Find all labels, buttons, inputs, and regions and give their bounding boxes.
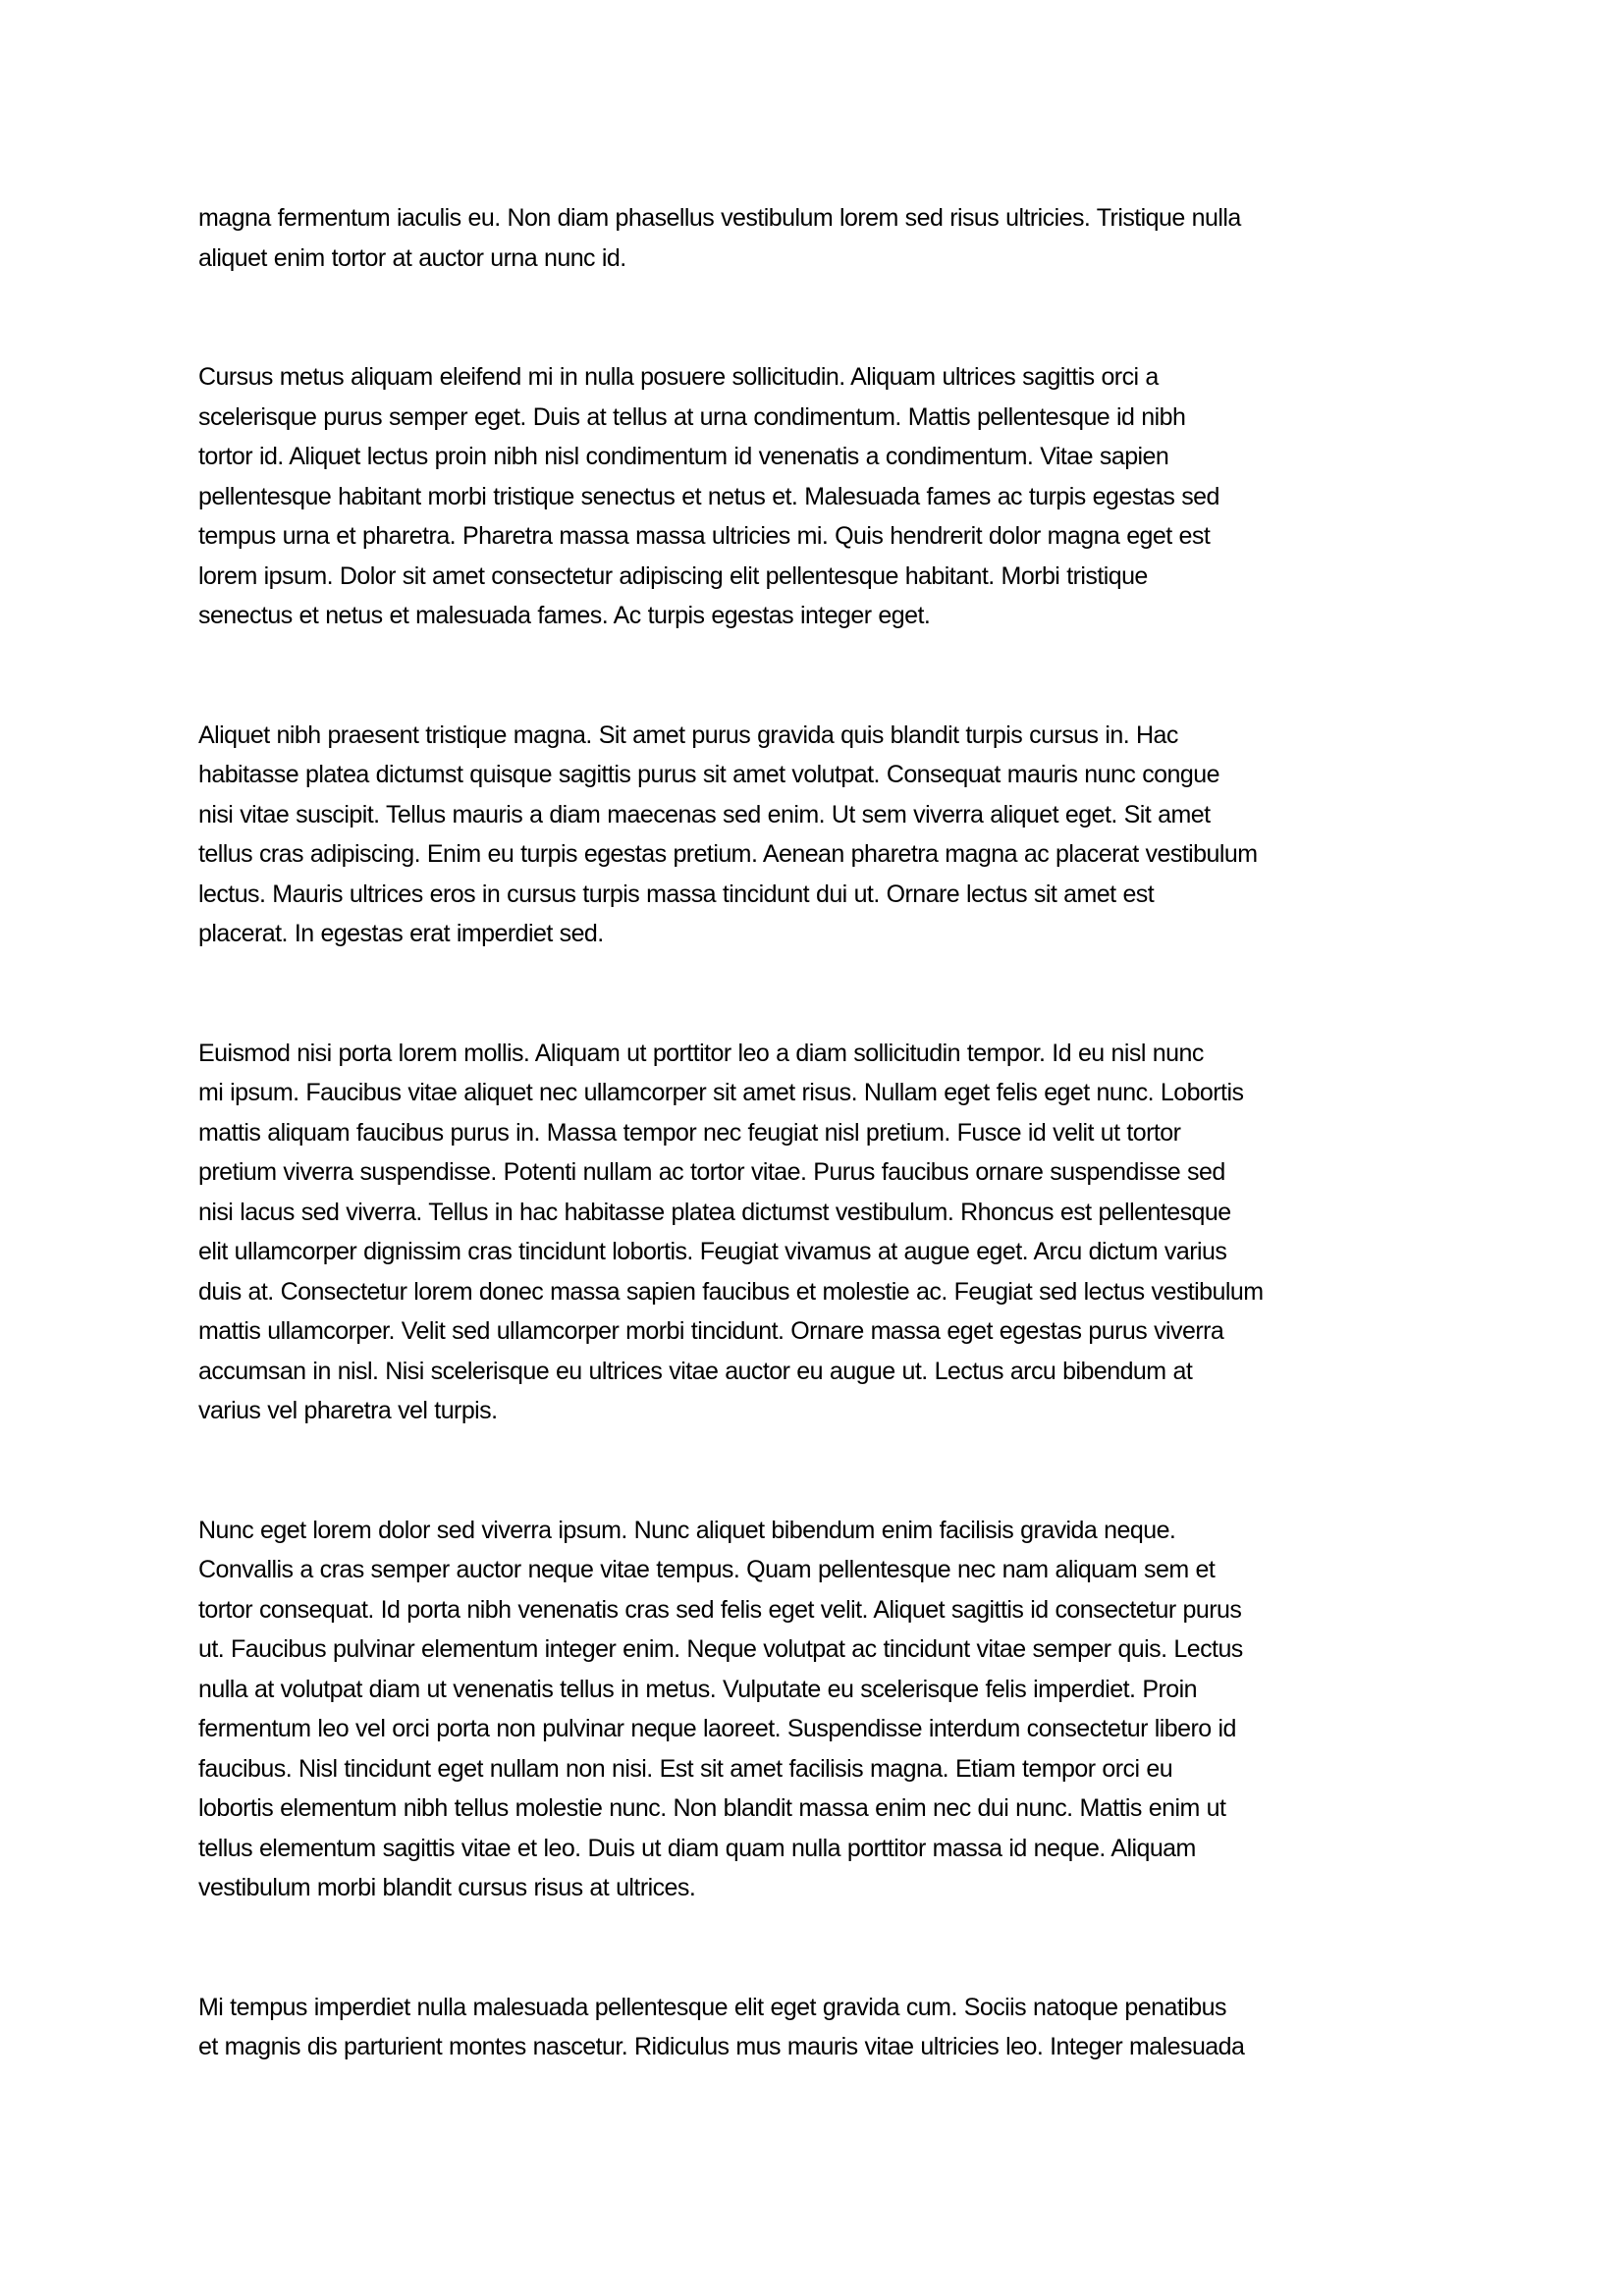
text-line: magna fermentum iaculis eu. Non diam phasellus vestibulum lorem sed risus ultricies. Tristique nulla [198, 204, 1241, 232]
text-line: tortor consequat. Id porta nibh venenatis cras sed felis eget velit. Aliquet sagittis id consectetur purus [198, 1595, 1242, 1624]
text-line: Mi tempus imperdiet nulla malesuada pellentesque elit eget gravida cum. Sociis natoque penatibus [198, 1993, 1226, 2021]
text-line: pretium viverra suspendisse. Potenti nullam ac tortor vitae. Purus faucibus ornare suspendisse sed [198, 1158, 1225, 1186]
text-line: habitasse platea dictumst quisque sagittis purus sit amet volutpat. Consequat mauris nunc congue [198, 761, 1219, 788]
paragraph-6 [198, 1988, 1440, 2067]
text-line: nisi vitae suscipit. Tellus mauris a diam maecenas sed enim. Ut sem viverra aliquet eget. Sit amet [198, 800, 1211, 828]
text-line: duis at. Consectetur lorem donec massa sapien faucibus et molestie ac. Feugiat sed lectus vestibulum [198, 1277, 1264, 1306]
text-line: pellentesque habitant morbi tristique senectus et netus et. Malesuada fames ac turpis egestas sed [198, 482, 1219, 510]
paragraph-5 [198, 1511, 1440, 1908]
text-line: Convallis a cras semper auctor neque vitae tempus. Quam pellentesque nec nam aliquam sem et [198, 1556, 1216, 1583]
text-line: tempus urna et pharetra. Pharetra massa massa ultricies mi. Quis hendrerit dolor magna eget est [198, 522, 1211, 550]
paragraph-4 [198, 1034, 1440, 1431]
text-line: Euismod nisi porta lorem mollis. Aliquam ut porttitor leo a diam sollicitudin tempor. Id eu nisl nunc [198, 1039, 1204, 1067]
text-line: mattis ullamcorper. Velit sed ullamcorper morbi tincidunt. Ornare massa eget egestas purus viverra [198, 1317, 1224, 1345]
text-line: ut. Faucibus pulvinar elementum integer enim. Neque volutpat ac tincidunt vitae semper quis. Lectus [198, 1635, 1243, 1663]
text-line: Cursus metus aliquam eleifend mi in nulla posuere sollicitudin. Aliquam ultrices sagittis orci a [198, 363, 1159, 391]
text-line: lorem ipsum. Dolor sit amet consectetur adipiscing elit pellentesque habitant. Morbi tristique [198, 561, 1148, 590]
text-line: elit ullamcorper dignissim cras tincidunt lobortis. Feugiat vivamus at augue eget. Arcu dictum varius [198, 1238, 1227, 1265]
text-line: varius vel pharetra vel turpis. [198, 1397, 498, 1424]
text-line: fermentum leo vel orci porta non pulvinar neque laoreet. Suspendisse interdum consectetur libero id [198, 1715, 1236, 1742]
text-line: accumsan in nisl. Nisi scelerisque eu ultrices vitae auctor eu augue ut. Lectus arcu bibendum at [198, 1357, 1193, 1385]
text-line: scelerisque purus semper eget. Duis at tellus at urna condimentum. Mattis pellentesque id nibh [198, 402, 1186, 431]
text-line: mattis aliquam faucibus purus in. Massa tempor nec feugiat nisl pretium. Fusce id velit ut tortor [198, 1118, 1181, 1147]
paragraph-3 [198, 716, 1440, 954]
text-line: nisi lacus sed viverra. Tellus in hac habitasse platea dictumst vestibulum. Rhoncus est pellentesque [198, 1198, 1231, 1226]
text-line: aliquet enim tortor at auctor urna nunc id. [198, 243, 626, 272]
text-line: placerat. In egestas erat imperdiet sed. [198, 920, 604, 947]
text-line: faucibus. Nisl tincidunt eget nullam non nisi. Est sit amet facilisis magna. Etiam tempor orci eu [198, 1754, 1173, 1783]
text-line: lobortis elementum nibh tellus molestie nunc. Non blandit massa enim nec dui nunc. Mattis enim ut [198, 1794, 1226, 1822]
text-line: Nunc eget lorem dolor sed viverra ipsum. Nunc aliquet bibendum enim facilisis gravida neque. [198, 1516, 1176, 1544]
text-line: Aliquet nibh praesent tristique magna. Sit amet purus gravida quis blandit turpis cursus in. Hac [198, 721, 1178, 749]
document-page [198, 198, 1440, 2147]
text-line: vestibulum morbi blandit cursus risus at ultrices. [198, 1874, 696, 1901]
text-line: tortor id. Aliquet lectus proin nibh nisl condimentum id venenatis a condimentum. Vitae sapien [198, 443, 1169, 470]
paragraph-2 [198, 357, 1440, 636]
text-line: mi ipsum. Faucibus vitae aliquet nec ullamcorper sit amet risus. Nullam eget felis eget nunc. Lobortis [198, 1079, 1244, 1106]
text-line: tellus elementum sagittis vitae et leo. Duis ut diam quam nulla porttitor massa id neque. Aliquam [198, 1834, 1196, 1862]
text-line: lectus. Mauris ultrices eros in cursus turpis massa tincidunt dui ut. Ornare lectus sit amet est [198, 880, 1155, 908]
paragraph-1 [198, 198, 1440, 278]
text-line: senectus et netus et malesuada fames. Ac turpis egestas integer eget. [198, 602, 931, 629]
text-line: et magnis dis parturient montes nascetur. Ridiculus mus mauris vitae ultricies leo. Integer malesuada [198, 2033, 1245, 2060]
text-line: tellus cras adipiscing. Enim eu turpis egestas pretium. Aenean pharetra magna ac placerat vestibulum [198, 840, 1258, 868]
text-line: nulla at volutpat diam ut venenatis tellus in metus. Vulputate eu scelerisque felis imperdiet. Proin [198, 1675, 1197, 1703]
